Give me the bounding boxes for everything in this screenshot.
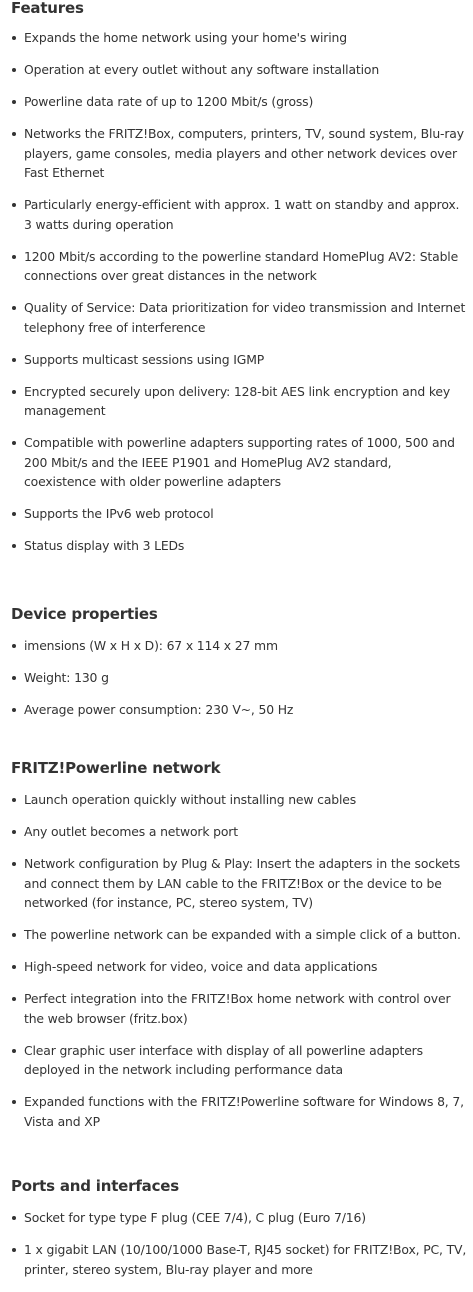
section-heading: Ports and interfaces <box>11 1177 179 1195</box>
bullet-list <box>11 636 467 720</box>
features-section <box>11 0 467 568</box>
list-item: Weight: 130 g <box>11 668 467 688</box>
list-item: The powerline network can be expanded with a simple click of a button. <box>11 925 467 945</box>
list-item: Networks the FRITZ!Box, computers, printers, TV, sound system, Blu-ray players, game consoles, media players and other network devices over Fast Ethernet <box>11 124 467 183</box>
list-item: 1 x gigabit LAN (10/100/1000 Base-T, RJ45 socket) for FRITZ!Box, PC, TV, printer, stereo system, Blu-ray player and more <box>11 1240 467 1279</box>
list-item: 1200 Mbit/s according to the powerline standard HomePlug AV2: Stable connections over great distances in the network <box>11 247 467 286</box>
list-item: Status display with 3 LEDs <box>11 536 467 556</box>
list-item: Powerline data rate of up to 1200 Mbit/s (gross) <box>11 92 467 112</box>
list-item: Network configuration by Plug & Play: Insert the adapters in the sockets and connect them by LAN cable to the FRITZ!Box or the device to be networked (for instance, PC, stereo system, TV) <box>11 854 467 913</box>
list-item: Average power consumption: 230 V~, 50 Hz <box>11 700 467 720</box>
list-item: Particularly energy-efficient with approx. 1 watt on standby and approx. 3 watts during operation <box>11 195 467 234</box>
section-heading: FRITZ!Powerline network <box>11 759 221 777</box>
bullet-list <box>11 28 467 556</box>
list-item: High-speed network for video, voice and data applications <box>11 957 467 977</box>
list-item: Clear graphic user interface with display of all powerline adapters deployed in the network including performance data <box>11 1041 467 1080</box>
list-item: Expanded functions with the FRITZ!Powerline software for Windows 8, 7, Vista and XP <box>11 1092 467 1131</box>
bullet-list <box>11 1208 467 1279</box>
list-item: Supports multicast sessions using IGMP <box>11 350 467 370</box>
section-heading: Device properties <box>11 605 158 623</box>
list-item: Socket for type type F plug (CEE 7/4), C plug (Euro 7/16) <box>11 1208 467 1228</box>
device-properties-section <box>11 604 467 732</box>
list-item: Launch operation quickly without installing new cables <box>11 790 467 810</box>
list-item: imensions (W x H x D): 67 x 114 x 27 mm <box>11 636 467 656</box>
list-item: Quality of Service: Data prioritization for video transmission and Internet telephony free of interference <box>11 298 467 337</box>
list-item: Any outlet becomes a network port <box>11 822 467 842</box>
ports-interfaces-section <box>11 1176 467 1292</box>
list-item: Expands the home network using your home's wiring <box>11 28 467 48</box>
list-item: Perfect integration into the FRITZ!Box home network with control over the web browser (fritz.box) <box>11 989 467 1028</box>
bullet-list <box>11 790 467 1131</box>
list-item: Compatible with powerline adapters supporting rates of 1000, 500 and 200 Mbit/s and the IEEE P1901 and HomePlug AV2 standard, coexistence with older powerline adapters <box>11 433 467 492</box>
section-heading: Features <box>11 0 84 17</box>
list-item: Supports the IPv6 web protocol <box>11 504 467 524</box>
list-item: Operation at every outlet without any software installation <box>11 60 467 80</box>
list-item: Encrypted securely upon delivery: 128-bit AES link encryption and key management <box>11 382 467 421</box>
powerline-network-section <box>11 758 467 1144</box>
